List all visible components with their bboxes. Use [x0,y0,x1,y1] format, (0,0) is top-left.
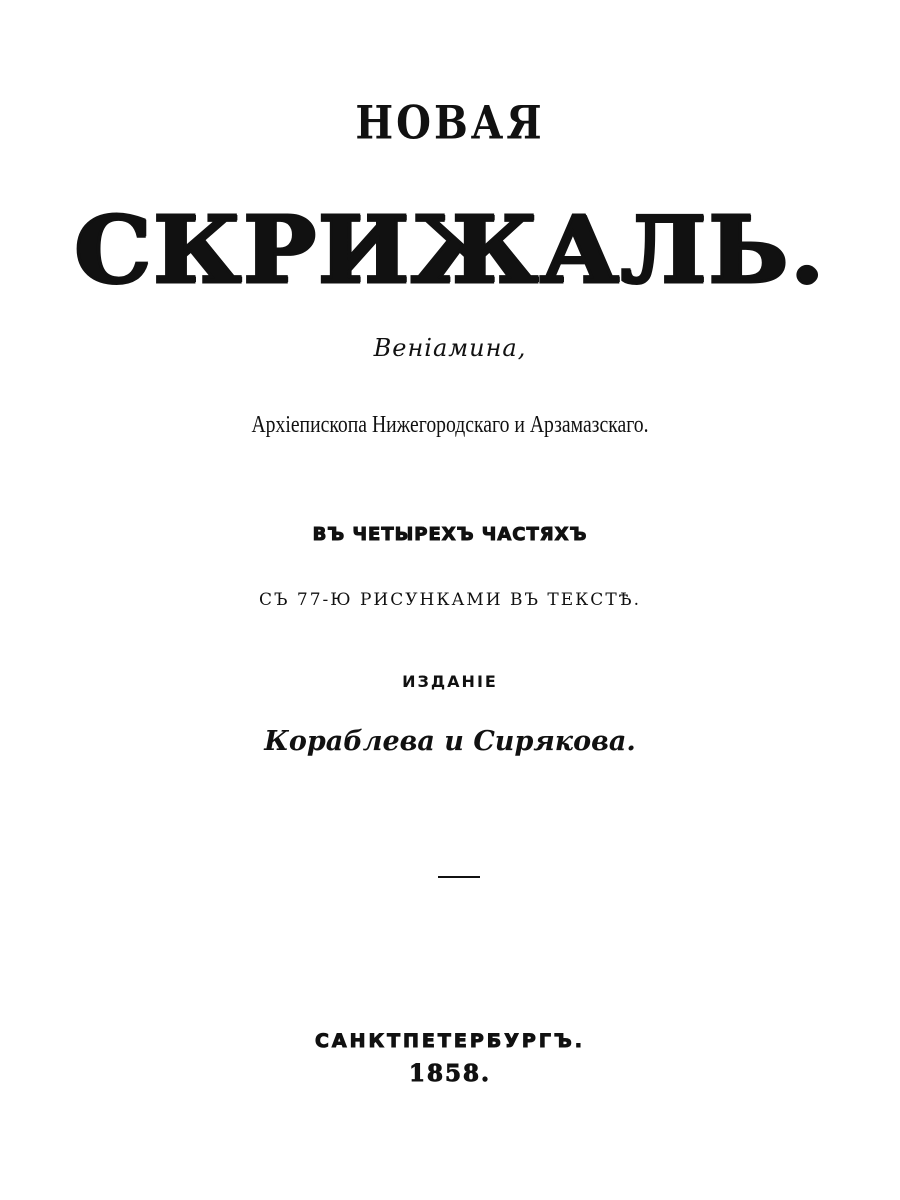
publishers: Кораблева и Сирякова. [264,726,636,757]
drawings-note: СЪ 77-Ю РИСУНКАМИ ВЪ ТЕКСТѢ. [258,590,642,610]
imprint-year: 1858. [408,1060,492,1087]
author-name: Веніамина, [373,334,527,362]
edition-label: ИЗДАНІЕ [402,672,498,691]
author-title: Архіепископа Нижегородскаго и Арзамазскаго. [251,412,649,438]
book-title: СКРИЖАЛЬ. [74,196,826,304]
subtitle: НОВАЯ [355,96,545,151]
imprint-city: САНКТПЕТЕРБУРГЪ. [314,1030,586,1052]
divider-rule [438,876,480,878]
parts-note: ВЪ ЧЕТЫРЕХЪ ЧАСТЯХЪ [312,524,588,545]
